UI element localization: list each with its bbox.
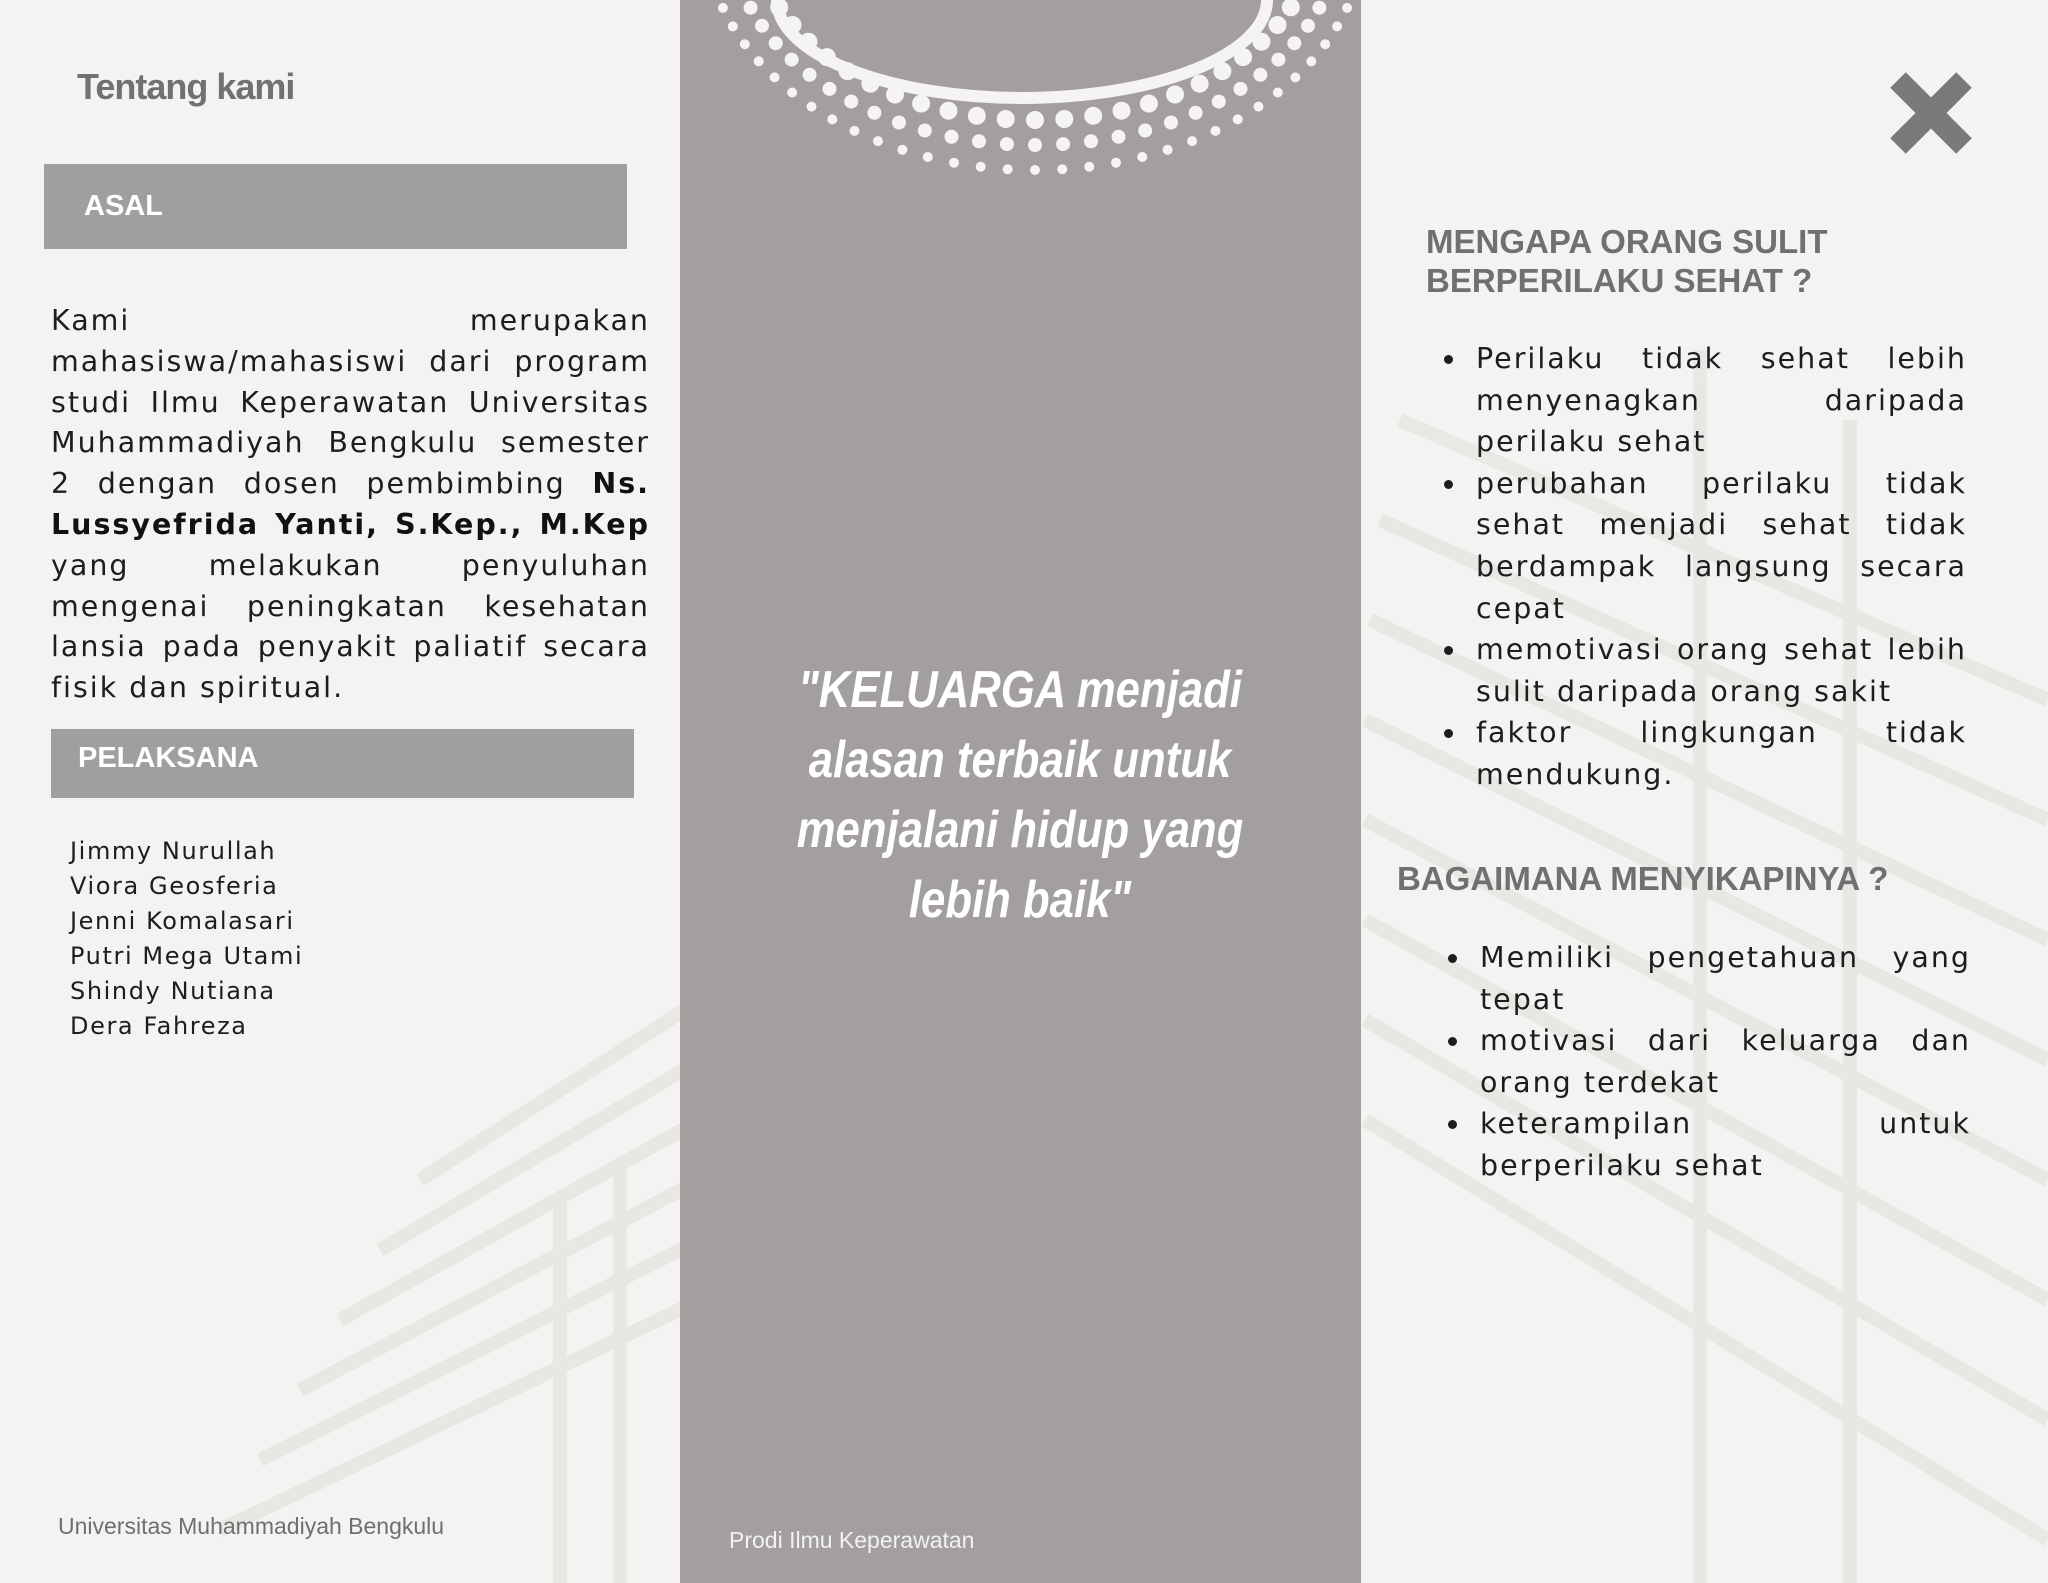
decorative-dot bbox=[1212, 95, 1226, 109]
member-list bbox=[70, 834, 303, 1044]
decorative-dot bbox=[1056, 137, 1070, 151]
decorative-dot bbox=[1306, 56, 1316, 66]
decorative-dot bbox=[923, 152, 933, 162]
decorative-dot bbox=[1166, 86, 1184, 104]
about-text-intro: Kami merupakan mahasiswa/mahasiswi dari program studi Ilmu Keperawatan Universitas Muhammadiyah Bengkulu semester 2 dengan dosen pembimbing bbox=[51, 304, 650, 501]
reason-item: perubahan perilaku tidak sehat menjadi sehat tidak berdampak langsung secara cepat bbox=[1476, 463, 1967, 629]
decorative-dot bbox=[1163, 145, 1173, 155]
decorative-dot bbox=[918, 124, 932, 138]
decorative-dot bbox=[787, 88, 797, 98]
decorative-dot bbox=[800, 33, 818, 51]
decorative-dot bbox=[785, 53, 799, 67]
decorative-dot bbox=[1253, 68, 1267, 82]
decorative-dot bbox=[1057, 164, 1067, 174]
decorative-dot bbox=[945, 130, 959, 144]
asal-label: ASAL bbox=[84, 190, 163, 222]
solution-item: keterampilan untuk berperilaku sehat bbox=[1480, 1103, 1971, 1186]
decorative-dot bbox=[784, 16, 802, 34]
decorative-dot bbox=[1253, 33, 1271, 51]
decorative-dot bbox=[1137, 152, 1147, 162]
decorative-dot bbox=[1112, 130, 1126, 144]
asal-label-bar bbox=[44, 164, 627, 249]
decorative-dot bbox=[1282, 0, 1300, 16]
about-text-rest: yang melakukan penyuluhan mengenai peningkatan kesehatan lansia pada penyakit paliatif secara fisik dan spiritual. bbox=[51, 548, 650, 705]
decorative-dot bbox=[1030, 165, 1040, 175]
decorative-dot bbox=[740, 39, 750, 49]
decorative-dot bbox=[1301, 19, 1315, 33]
page-title: Tentang kami bbox=[77, 66, 295, 107]
reason-item: faktor lingkungan tidak mendukung. bbox=[1476, 712, 1967, 795]
decorative-dot bbox=[968, 107, 986, 125]
decorative-dot bbox=[769, 36, 783, 50]
decorative-dot bbox=[718, 3, 728, 13]
decorative-dot bbox=[912, 95, 930, 113]
decorative-dot bbox=[1113, 102, 1131, 120]
decorative-dot bbox=[892, 116, 906, 130]
reasons-list bbox=[1476, 338, 1967, 796]
decorative-dot bbox=[1234, 82, 1248, 96]
decorative-dot bbox=[744, 1, 758, 15]
decorative-dot bbox=[1312, 1, 1326, 15]
member-item: Putri Mega Utami bbox=[70, 942, 304, 970]
decorative-dot bbox=[754, 56, 764, 66]
decorative-dot bbox=[1084, 162, 1094, 172]
decorative-dot bbox=[1332, 21, 1342, 31]
decorative-dot bbox=[1287, 36, 1301, 50]
decorative-dot bbox=[1320, 39, 1330, 49]
decorative-dot bbox=[1140, 95, 1158, 113]
decorative-dot bbox=[1003, 164, 1013, 174]
decorative-dot bbox=[1026, 111, 1044, 129]
reason-item: Perilaku tidak sehat lebih menyenagkan daripada perilaku sehat bbox=[1476, 338, 1967, 463]
why-heading: MENGAPA ORANG SULIT BERPERILAKU SEHAT ? bbox=[1426, 223, 1828, 299]
program-footer: Prodi Ilmu Keperawatan bbox=[729, 1527, 975, 1553]
left-panel bbox=[0, 0, 680, 1583]
decorative-dot bbox=[839, 62, 857, 80]
decorative-dot bbox=[850, 126, 860, 136]
decorative-dot bbox=[1290, 72, 1300, 82]
decorative-dot bbox=[807, 102, 817, 112]
decorative-dot bbox=[940, 102, 958, 120]
decorative-dot bbox=[1269, 16, 1287, 34]
decorative-dot bbox=[1191, 75, 1209, 93]
university-footer: Universitas Muhammadiyah Bengkulu bbox=[58, 1513, 445, 1539]
decorative-dot bbox=[1211, 126, 1221, 136]
decorative-dot bbox=[1213, 62, 1231, 80]
decorative-dot bbox=[897, 145, 907, 155]
decorative-dot bbox=[818, 48, 836, 66]
how-heading: BAGAIMANA MENYIKAPINYA ? bbox=[1397, 860, 1889, 897]
decorative-dot bbox=[1055, 110, 1073, 128]
solution-item: motivasi dari keluarga dan orang terdekat bbox=[1480, 1020, 1971, 1103]
decorative-dot bbox=[827, 114, 837, 124]
decorative-dot bbox=[886, 86, 904, 104]
decorative-dot bbox=[1084, 134, 1098, 148]
decorative-dot bbox=[1164, 116, 1178, 130]
decorative-dot bbox=[755, 19, 769, 33]
decorative-dot bbox=[1271, 53, 1285, 67]
decorative-dot bbox=[1273, 88, 1283, 98]
decorative-dot bbox=[1233, 114, 1243, 124]
solution-item: Memiliki pengetahuan yang tepat bbox=[1480, 937, 1971, 1020]
decorative-dot bbox=[972, 134, 986, 148]
decorative-dot bbox=[1342, 3, 1352, 13]
about-paragraph bbox=[51, 301, 650, 709]
decorative-dot bbox=[803, 68, 817, 82]
decorative-dot bbox=[873, 136, 883, 146]
member-item: Viora Geosferia bbox=[70, 872, 279, 900]
decorative-dot bbox=[823, 82, 837, 96]
decorative-dot bbox=[1234, 48, 1252, 66]
decorative-dot bbox=[976, 162, 986, 172]
reason-item: memotivasi orang sehat lebih sulit daripada orang sakit bbox=[1476, 629, 1967, 712]
decorative-dot bbox=[1187, 136, 1197, 146]
pelaksana-label-bar bbox=[51, 729, 634, 798]
decorative-dot bbox=[770, 72, 780, 82]
decorative-dot bbox=[1189, 106, 1203, 120]
decorative-dot bbox=[1000, 137, 1014, 151]
middle-panel bbox=[680, 0, 1361, 1583]
dotted-circle-decoration bbox=[680, 0, 1361, 200]
decorative-dot bbox=[1138, 124, 1152, 138]
member-item: Shindy Nutiana bbox=[70, 977, 276, 1005]
member-item: Jenni Komalasari bbox=[70, 907, 295, 935]
decorative-dot bbox=[728, 21, 738, 31]
member-item: Dera Fahreza bbox=[70, 1012, 248, 1040]
family-quote: "KELUARGA menjadi alasan terbaik untuk menjalani hidup yang lebih baik" bbox=[796, 661, 1244, 929]
decorative-dot bbox=[1084, 107, 1102, 125]
decorative-dot bbox=[844, 95, 858, 109]
decorative-dot bbox=[1111, 158, 1121, 168]
decorative-dot bbox=[861, 75, 879, 93]
decorative-dot bbox=[997, 110, 1015, 128]
close-icon[interactable] bbox=[1884, 66, 1978, 160]
decorative-dot bbox=[867, 106, 881, 120]
member-item: Jimmy Nurullah bbox=[70, 837, 277, 865]
decorative-dot bbox=[1254, 102, 1264, 112]
solutions-list bbox=[1480, 937, 1971, 1187]
supervisor-name: Ns. Lussyefrida Yanti, S.Kep., M.Kep bbox=[51, 467, 650, 541]
pelaksana-label: PELAKSANA bbox=[78, 742, 259, 774]
decorative-dot bbox=[1028, 138, 1042, 152]
decorative-dot bbox=[949, 158, 959, 168]
